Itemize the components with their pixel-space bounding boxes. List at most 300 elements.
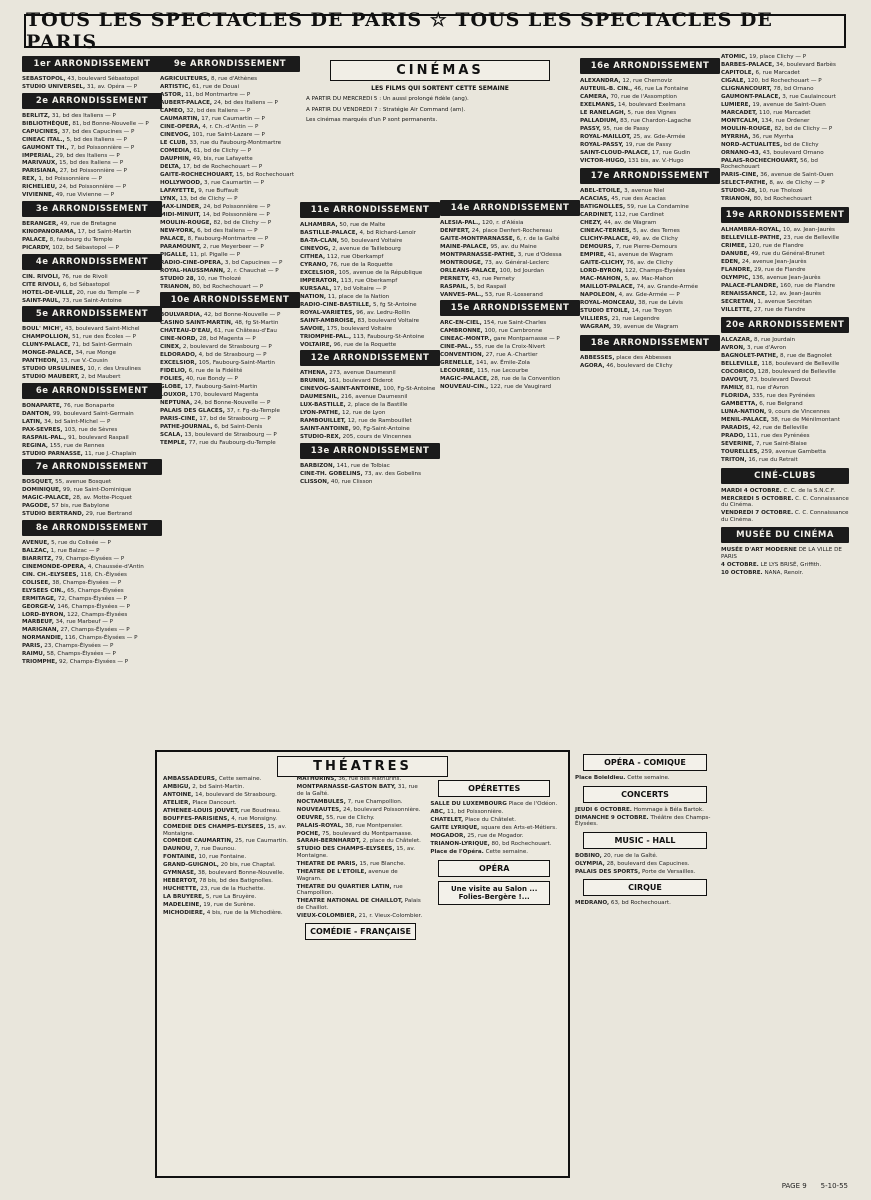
listing-entry: [160, 352, 300, 359]
cinemas-para-2: A PARTIR DU VENDREDI 7 : Stratégie Air Command (am).: [306, 106, 466, 113]
listing-name: THEATRE DE L'ETOILE,: [296, 869, 367, 876]
listing-name: TRIANON,: [721, 196, 752, 203]
listing-entry: [300, 463, 440, 470]
listing-address: 38, rue Montpensier.: [345, 822, 403, 829]
listing-address: 120, r. d'Alésia: [482, 220, 524, 226]
listing-name: BAGNOLET-PATHE,: [721, 353, 779, 360]
music-hall-list: [575, 853, 715, 876]
listing-address: 6, bd des Italiens — P: [197, 227, 258, 234]
listing-name: THEATRE DU QUARTIER LATIN,: [296, 883, 392, 890]
section-header: 5e ARRONDISSEMENT: [22, 306, 162, 322]
listing-entry: [160, 132, 300, 139]
listing-name: MAC-MAHON,: [580, 276, 623, 283]
listing-name: COMEDIA,: [160, 147, 192, 154]
section-header: 7e ARRONDISSEMENT: [22, 459, 162, 475]
listing-entry: [300, 286, 440, 293]
listing-address: 23, rue de Belleville: [783, 234, 840, 241]
listing-name: LUX-BASTILLE,: [300, 402, 346, 409]
listing-entry: [22, 411, 162, 418]
page-footer: [22, 1182, 848, 1196]
listing-entry: [430, 841, 558, 848]
listing-address: 39, avenue de Wagram: [612, 324, 679, 331]
listing-address: 61, rue de Douai: [192, 83, 240, 90]
section-header: 12e ARRONDISSEMENT: [300, 350, 440, 366]
listing-address: avenue de Wagram.: [296, 869, 398, 882]
listing-name: PALACE,: [160, 235, 186, 242]
listing-name: RADIO-CINE-OPERA,: [160, 259, 224, 266]
listing-address: 118, boulevard de Belleville: [761, 361, 840, 368]
listing-entry: [575, 775, 715, 782]
listing-entry: [22, 487, 162, 494]
listing-address: 32, bd des Italiens — P: [186, 107, 251, 114]
listing-address: 122, Champs-Élysées: [67, 611, 128, 618]
listing-entry: [721, 307, 849, 314]
concerts-list: [575, 807, 715, 828]
listing-entry: [300, 342, 440, 349]
section-a4: [22, 254, 162, 305]
listing-name: AGRICULTEURS,: [160, 76, 210, 82]
section-a10: [160, 292, 300, 446]
listing-name: ORLEANS-PALACE,: [440, 267, 498, 274]
listing-name: NOCTAMBULES,: [296, 798, 346, 805]
section-header: 11e ARRONDISSEMENT: [300, 202, 440, 218]
listing-name: RADIO-CINE-BASTILLE,: [300, 301, 372, 308]
listing-name: BOSQUET,: [22, 479, 54, 486]
listing-address: 43, rue Pernety: [471, 275, 515, 282]
listing-entry: [297, 869, 425, 882]
listing-entry: [163, 886, 291, 893]
listing-address: 34, rue Monge: [75, 350, 116, 357]
listing-address: 7, rue Saint-Blaise: [755, 441, 807, 448]
listing-address: 13, bd de Clichy — P: [179, 195, 238, 202]
listing-name: MOULIN-ROUGE,: [721, 125, 773, 132]
listing-address: 14, bd Poissonnière — P: [202, 211, 270, 218]
listing-address: 82, bd de Clichy — P: [213, 219, 272, 226]
listing-address: 99, rue Saint-Dominique: [62, 487, 132, 494]
theatres-col-2-list: [297, 776, 425, 919]
listing-name: MARCADET,: [721, 109, 758, 116]
listing-name: THEATRE DE PARIS,: [296, 861, 358, 868]
section-header: 6e ARRONDISSEMENT: [22, 383, 162, 399]
listing-address: 4, r. Ch.-d'Antin — P: [202, 123, 259, 130]
listing-entry: [22, 403, 162, 410]
listing-entry: [721, 409, 849, 416]
listing-name: BOUL' MICH',: [22, 326, 64, 333]
listing-entry: [160, 440, 300, 447]
listing-entry: [300, 410, 440, 417]
listing-address: 24, bd Bonne-Nouvelle — P: [193, 400, 271, 407]
listing-name: SAINT-ANTOINE,: [300, 426, 351, 433]
listing-name: NORD-ACTUALITES,: [721, 141, 783, 148]
listing-address: LE LYS BRISÉ, Griffith.: [760, 562, 822, 569]
listing-name: AUTEUIL-B. CIN.,: [580, 85, 633, 92]
listing-entry: [22, 556, 162, 563]
section-header: 13e ARRONDISSEMENT: [300, 443, 440, 459]
listing-name: SEVERINE,: [721, 441, 755, 448]
listing-name: CHAMPOLLION,: [22, 334, 71, 341]
listing-name: GAMBETTA,: [721, 401, 758, 408]
listing-entry: [575, 900, 715, 907]
listing-entry: [22, 596, 162, 603]
listing-name: GRENELLE,: [440, 360, 475, 367]
listing-entry: [580, 126, 720, 133]
listing-entry: [300, 434, 440, 441]
listing-entry: [22, 479, 162, 486]
cinemas-para-3: Les cinémas marqués d'un P sont permanents.: [306, 117, 438, 124]
section-a16: [580, 58, 720, 164]
listing-entry: [721, 562, 849, 569]
listing-address: place des Abbesses: [616, 354, 672, 361]
listing-address: 3, rue Caulaincourt: [782, 93, 836, 100]
listing-name: EXCELSIOR,: [160, 360, 197, 367]
listing-entry: [297, 913, 425, 920]
listing-entry: [580, 300, 720, 307]
section-header: 8e ARRONDISSEMENT: [22, 520, 162, 536]
listing-name: MARDI 4 OCTOBRE.: [721, 487, 782, 494]
listing-entry: [300, 310, 440, 317]
listing-entry: [721, 345, 849, 352]
listing-entry: [721, 118, 849, 125]
listing-address: 110, rue Marcadet: [759, 109, 811, 116]
listing-entry: [300, 426, 440, 433]
listing-entry: [160, 100, 300, 107]
listing-name: BIBLIOTHÈQUE,: [22, 120, 71, 127]
listing-entry: [22, 540, 162, 547]
listing-name: MOULIN-ROUGE,: [160, 219, 212, 226]
section-a18: [580, 335, 720, 370]
listing-name: MADELEINE,: [163, 902, 202, 909]
listing-address: 112, rue Cardinet: [614, 212, 665, 219]
listing-entry: [721, 275, 849, 282]
listing-address: 36, rue Myrrha: [752, 133, 794, 140]
listing-address: 23, rue de la Huchette.: [200, 886, 266, 893]
listing-entry: [721, 188, 849, 195]
listing-name: DELTA,: [160, 163, 182, 170]
listing-name: CHATELET,: [430, 816, 464, 823]
listing-name: ELYSEES CIN.,: [22, 587, 66, 594]
listing-entry: [160, 344, 300, 351]
listing-entry: [580, 118, 720, 125]
listing-name: MARIVAUX,: [22, 160, 58, 167]
listing-address: rue Champollion.: [296, 883, 403, 897]
listing-entry: [160, 400, 300, 407]
listing-address: 4, av. Gde-Armée — P: [618, 292, 680, 299]
listing-entry: [22, 153, 162, 160]
listing-name: PRADO,: [721, 433, 746, 440]
listing-name: ARC-EN-CIEL,: [440, 320, 482, 327]
listing-name: ALESIA-PAL.,: [440, 220, 481, 226]
listing-address: 7, rue Champollion.: [347, 798, 403, 805]
listing-entry: [160, 432, 300, 439]
listing-entry: [721, 54, 849, 61]
listing-entry: [430, 825, 558, 832]
listing-address: 29, rue de Flandre: [754, 266, 806, 273]
listing-name: GAITE-CLICHY,: [580, 260, 625, 267]
listing-name: TOURELLES,: [721, 449, 760, 456]
listing-entry: [300, 278, 440, 285]
listing-address: 53, rue R.-Losserand: [484, 291, 543, 298]
section-cineclubs: [721, 468, 849, 524]
listing-entry: [721, 94, 849, 101]
listing-entry: [160, 228, 300, 235]
listing-address: Porte de Versailles.: [642, 868, 696, 875]
listing-address: 101, rue Saint-Lazare — P: [192, 131, 265, 138]
listing-name: GAUMONT TH.,: [22, 144, 69, 151]
listing-address: 13, rue V.-Cousin: [60, 358, 108, 365]
listing-name: VIEUX-COLOMBIER,: [296, 912, 357, 919]
listing-entry: [22, 176, 162, 183]
listing-name: GYMNASE,: [163, 870, 197, 877]
listing-address: Hommage à Béla Bartok.: [633, 806, 704, 813]
listing-address: 17, rue Gudin: [651, 149, 691, 156]
listing-name: AGORA,: [580, 362, 605, 369]
listing-address: 115, rue Lecourbe: [477, 368, 529, 375]
listing-entry: [163, 902, 291, 909]
listing-address: 4, bd Richard-Lenoir: [359, 229, 416, 236]
listing-address: 73, boulevard Davout: [750, 377, 811, 384]
listing-entry: [721, 449, 849, 456]
listing-address: 6, rue Marcadet: [755, 69, 800, 76]
listing-name: MONTPARNASSE-GASTON BATY,: [296, 783, 397, 790]
listing-entry: [721, 299, 849, 306]
listing-address: 1, rue Balzac — P: [50, 547, 100, 554]
listing-name: FLANDRE,: [721, 266, 753, 273]
listing-address: 11, bd Poissonnière.: [446, 808, 504, 815]
listing-entry: [580, 268, 720, 275]
salon-ad: Une visite au Salon ... Folies-Bergère !...: [438, 881, 550, 905]
listing-address: 49, av. de Clichy: [631, 236, 678, 243]
listing-name: MERCREDI 5 OCTOBRE.: [721, 495, 794, 502]
listing-address: 17, bd de Rochechouart — P: [182, 163, 263, 170]
section-header: 9e ARRONDISSEMENT: [160, 56, 300, 72]
listing-address: bd de Clichy: [783, 141, 819, 148]
listing-entry: [580, 236, 720, 243]
section-a8: [22, 520, 162, 666]
listing-entry: [160, 156, 300, 163]
listing-name: SELECT-PATHE,: [721, 180, 768, 187]
listing-address: 45, rue des Acacias: [611, 196, 666, 203]
listing-name: DANTON,: [22, 410, 52, 417]
listing-name: PARIS-CINE,: [721, 172, 759, 179]
listing-name: PASSY,: [580, 125, 601, 132]
listing-name: GAITE-MONTPARNASSE,: [440, 235, 515, 242]
listing-address: 12, rue Chernoviz: [622, 78, 672, 84]
listing-name: PALACE,: [22, 236, 48, 243]
listing-name: BIARRITZ,: [22, 555, 54, 562]
listing-entry: [22, 643, 162, 650]
listing-address: 7, rue Daunou.: [194, 846, 236, 853]
listing-entry: [297, 776, 425, 783]
listing-address: 38, rue de Lévis: [638, 300, 683, 307]
listing-entry: [22, 635, 162, 642]
listing-entry: [163, 910, 291, 917]
listing-address: square des Arts-et-Métiers.: [481, 824, 557, 831]
listing-address: 55, avenue Bosquet: [55, 479, 112, 486]
section-header: 4e ARRONDISSEMENT: [22, 254, 162, 270]
listing-name: ALHAMBRA,: [300, 222, 338, 228]
listing-address: 8, faubourg du Temple: [49, 236, 113, 243]
listing-address: 44, av. de Wagram: [603, 220, 657, 227]
listing-address: 128, boulevard de Belleville: [757, 369, 836, 376]
listing-address: 42, bd Bonne-Nouvelle — P: [204, 312, 281, 319]
listing-name: CLIGNANCOURT,: [721, 85, 772, 92]
listing-name: LUNA-NATION,: [721, 409, 767, 416]
listing-entry: [580, 324, 720, 331]
listing-address: 49, rue Vivienne — P: [55, 192, 115, 199]
listing-entry: [440, 244, 580, 251]
page-number: PAGE 9: [781, 1182, 807, 1190]
listing-entry: [721, 227, 849, 234]
listing-address: 76, av. de Clichy: [626, 260, 673, 267]
listing-address: 5, rue du Colisée — P: [51, 539, 111, 546]
listing-address: 7, bd Poissonnière — P: [70, 144, 135, 151]
listing-address: 31, bd des Italiens — P: [51, 112, 116, 119]
section-a5: [22, 306, 162, 381]
listing-entry: [721, 110, 849, 117]
listing-name: DEMOURS,: [580, 244, 614, 251]
listing-entry: [440, 336, 580, 343]
listing-name: BARBES-PALACE,: [721, 61, 775, 68]
listing-name: BRUNIN,: [300, 378, 327, 385]
listing-name: WAGRAM,: [580, 324, 612, 331]
listing-address: 11, pl. Pigalle — P: [189, 251, 241, 258]
listing-address: 56, bd Rochechouart: [721, 157, 818, 171]
listing-address: 48, fg St-Martin: [234, 320, 279, 327]
listing-name: CINEAC-TERNES,: [580, 228, 632, 235]
listing-address: 205, cours de Vincennes: [342, 434, 412, 441]
listing-entry: [160, 180, 300, 187]
listing-address: Théâtre des Champs-Élysées.: [575, 814, 711, 828]
section-a13: [300, 443, 440, 486]
listing-address: 17, rue Caumartin — P: [201, 115, 265, 122]
listing-entry: [721, 283, 849, 290]
section-header: 2e ARRONDISSEMENT: [22, 93, 162, 109]
listing-entry: [721, 510, 849, 523]
listing-address: 27, Champs-Élysées — P: [60, 627, 130, 634]
listing-address: 161, boulevard Diderot: [328, 378, 394, 385]
listing-entry: [721, 570, 849, 577]
listing-name: STUDIO URSULINES,: [22, 366, 86, 373]
listing-entry: [300, 418, 440, 425]
listing-name: MAINE-PALACE,: [440, 243, 489, 250]
listing-name: COCORICO,: [721, 369, 756, 376]
listing-name: SAINT-CLOUD-PALACE,: [580, 149, 651, 156]
listing-address: 6, bd Saint-Denis: [214, 423, 263, 430]
listing-entry: [160, 392, 300, 399]
listing-address: 46, boulevard de Clichy: [606, 362, 673, 369]
listing-name: COMEDIE DES CHAMPS-ELYSEES,: [163, 823, 266, 830]
listing-name: SAVOIE,: [300, 325, 325, 332]
listing-name: RASPAIL-PAL.,: [22, 434, 67, 441]
cirque-list: [575, 900, 715, 907]
listing-entry: [22, 237, 162, 244]
listing-address: 15, av. Montaigne.: [296, 846, 415, 860]
section-a17: [580, 168, 720, 330]
listing-address: 55, rue de la Croix-Nivert: [474, 344, 546, 351]
listing-entry: [580, 204, 720, 211]
listing-name: RAMBOUILLET,: [300, 418, 346, 425]
listing-address: 15, bd Rochechouart: [235, 171, 295, 178]
listing-address: 24, avenue Jean-Jaurès: [741, 258, 807, 265]
listing-address: 113, rue Oberkampf: [340, 277, 398, 284]
listing-entry: [297, 807, 425, 814]
listing-address: 5, av. des Ternes: [633, 228, 680, 235]
listing-name: CARDINET,: [580, 212, 614, 219]
listing-name: OLYMPIA,: [575, 860, 605, 867]
listing-entry: [160, 312, 300, 319]
listing-entry: [163, 878, 291, 885]
listing-name: EMPIRE,: [580, 252, 606, 259]
listing-name: PALAIS-ROYAL,: [296, 822, 344, 829]
listing-name: MARBEUF,: [22, 619, 54, 626]
listing-address: 120, bd Rochechouart — P: [747, 77, 822, 84]
listing-name: PARAMOUNT,: [160, 243, 202, 250]
listing-entry: [440, 236, 580, 243]
listing-name: PAX-SEVRES,: [22, 426, 63, 433]
section-a12: [300, 350, 440, 440]
listing-address: 31, rue de la Gaîté.: [296, 783, 418, 797]
listing-entry: [160, 252, 300, 259]
listing-entry: [22, 511, 162, 518]
listing-address: 10, r. des Ursulines: [87, 366, 141, 373]
listing-address: 23, Champs-Élysées — P: [44, 643, 114, 650]
listing-name: LA BRUYERE,: [163, 894, 205, 901]
section-a20: [721, 317, 849, 463]
listing-name: VICTOR-HUGO,: [580, 157, 627, 164]
listing-entry: [300, 230, 440, 237]
listing-entry: [160, 108, 300, 115]
listing-entry: [580, 292, 720, 299]
listing-entry: [440, 268, 580, 275]
listing-address: 19, avenue de Saint-Ouen: [752, 101, 826, 108]
listing-name: GLOBE,: [160, 384, 183, 391]
listing-name: DAVOUT,: [721, 377, 749, 384]
listing-address: 38, rue de Ménilmontant: [770, 417, 840, 424]
listing-address: 38, Champs-Élysées — P: [52, 579, 122, 586]
listing-name: COLISEE,: [22, 579, 51, 586]
listing-name: CIN. RIVOLI,: [22, 273, 61, 280]
listing-entry: [300, 254, 440, 261]
listing-address: 259, avenue Gambetta: [761, 449, 826, 456]
listing-address: 29, bd des Italiens — P: [55, 152, 120, 159]
listing-entry: [297, 898, 425, 911]
listing-address: 141, av. Émile-Zola: [476, 360, 530, 367]
theatres-col-1: [163, 776, 291, 944]
listing-entry: [160, 196, 300, 203]
theatres-col-2: [297, 776, 425, 944]
listing-entry: [22, 76, 162, 83]
listing-entry: [22, 495, 162, 502]
listing-entry: [22, 84, 162, 91]
listing-entry: [721, 425, 849, 432]
listing-address: 34, rue Marbeuf — P: [55, 619, 113, 626]
listing-entry: [721, 196, 849, 203]
listing-name: TRIOMPHE,: [22, 659, 58, 666]
listing-address: 78 bis, bd des Batignolles.: [199, 878, 273, 885]
listing-address: 11, place de la Nation: [327, 293, 390, 300]
listing-entry: [160, 360, 300, 367]
listing-entry: [297, 799, 425, 806]
listing-entry: [160, 116, 300, 123]
listing-entry: [160, 376, 300, 383]
listing-name: MENIL-PALACE,: [721, 417, 769, 424]
listing-entry: [440, 376, 580, 383]
listing-name: ELDORADO,: [160, 352, 197, 359]
listing-name: MEDRANO,: [575, 900, 610, 907]
listing-name: CAPUCINES,: [22, 128, 60, 135]
listing-address: 74, av. Grande-Armée: [636, 284, 699, 291]
listing-entry: [721, 86, 849, 93]
